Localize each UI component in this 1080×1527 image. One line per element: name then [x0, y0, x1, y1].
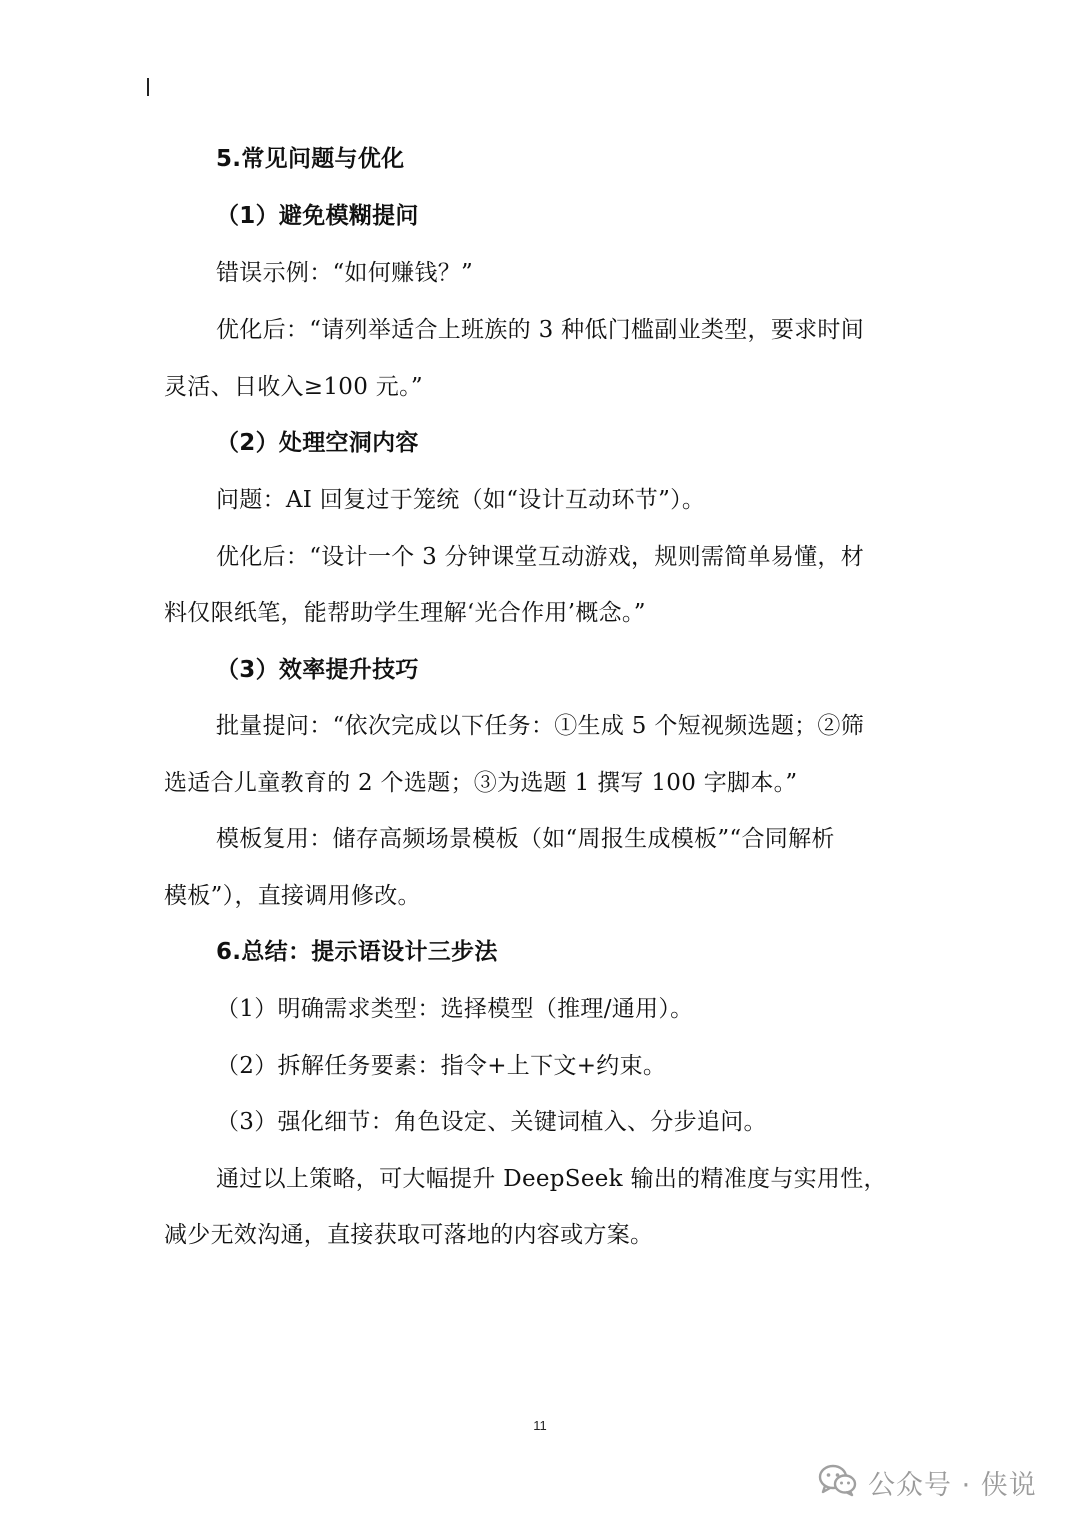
summary-step-2: （2）拆解任务要素：指令+上下文+约束。 [216, 1053, 667, 1079]
conclusion-line-2: 减少无效沟通，直接获取可落地的内容或方案。 [164, 1222, 654, 1248]
problem-text: 问题：AI 回复过于笼统（如“设计互动环节”）。 [216, 487, 706, 513]
watermark [818, 1460, 1037, 1504]
wrong-example-text: 错误示例：“如何赚钱？” [216, 260, 474, 286]
conclusion-line-1: 通过以上策略，可大幅提升 DeepSeek 输出的精准度与实用性， [216, 1166, 887, 1192]
optimized-content-line-2: 料仅限纸笔，能帮助学生理解‘光合作用’概念。” [164, 600, 646, 626]
batch-question-line-1: 批量提问：“依次完成以下任务：①生成 5 个短视频选题；②筛 [216, 713, 865, 739]
optimized-example-line-1: 优化后：“请列举适合上班族的 3 种低门槛副业类型，要求时间 [216, 317, 865, 343]
subsection-3-title: （3）效率提升技巧 [216, 657, 419, 683]
template-reuse-line-1: 模板复用：储存高频场景模板（如“周报生成模板”“合同解析 [216, 826, 835, 852]
template-reuse-line-2: 模板”），直接调用修改。 [164, 883, 421, 909]
optimized-example-line-2: 灵活、日收入≥100 元。” [164, 374, 423, 400]
subsection-1-title: （1）避免模糊提问 [216, 203, 419, 229]
summary-step-3: （3）强化细节：角色设定、关键词植入、分步追问。 [216, 1109, 767, 1135]
section-6-title: 6.总结：提示语设计三步法 [216, 939, 498, 965]
watermark-text: 公众号 · 侠说 [868, 1469, 1037, 1501]
section-5-title: 5.常见问题与优化 [216, 146, 405, 172]
text-cursor-mark [147, 78, 149, 96]
summary-step-1: （1）明确需求类型：选择模型（推理/通用）。 [216, 996, 694, 1022]
subsection-2-title: （2）处理空洞内容 [216, 430, 419, 456]
wechat-icon [818, 1463, 858, 1501]
page-number: 11 [533, 1418, 547, 1433]
optimized-content-line-1: 优化后：“设计一个 3 分钟课堂互动游戏，规则需简单易懂，材 [216, 544, 865, 570]
batch-question-line-2: 选适合儿童教育的 2 个选题；③为选题 1 撰写 100 字脚本。” [164, 770, 798, 796]
